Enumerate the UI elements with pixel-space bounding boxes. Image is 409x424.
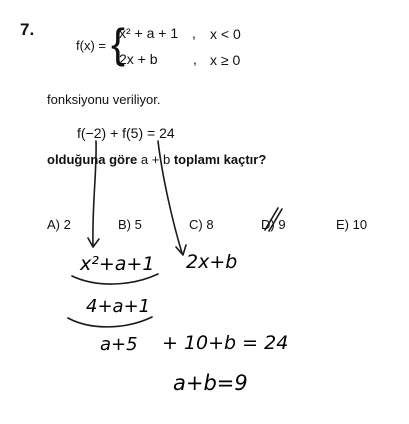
hw-answer: a+b=9 <box>173 371 248 395</box>
statement-text: fonksiyonu veriliyor. <box>47 92 161 107</box>
case2-expression: 2x + b <box>119 51 158 67</box>
hw-line3-right: + 10+b = 24 <box>162 332 289 354</box>
prompt-part-2: toplamı kaçtır? <box>173 152 267 167</box>
case2-separator: , <box>193 51 197 67</box>
option-c[interactable]: C) 8 <box>189 217 214 232</box>
case1-condition: x < 0 <box>210 26 241 42</box>
case1-expression: x² + a + 1 <box>119 25 179 41</box>
underline-1 <box>72 274 158 284</box>
case2-condition: x ≥ 0 <box>210 52 241 68</box>
prompt-part-1: olduğuna göre <box>47 152 138 167</box>
given-equation: f(−2) + f(5) = 24 <box>77 125 175 141</box>
hw-line1-right: 2x+b <box>186 251 238 273</box>
option-b[interactable]: B) 5 <box>118 217 142 232</box>
prompt-expression: a + b <box>140 152 171 167</box>
brace: { <box>111 20 126 67</box>
hw-line2: 4+a+1 <box>86 296 151 317</box>
arrow-left <box>93 141 96 245</box>
option-d[interactable]: D) 9 <box>261 217 286 232</box>
hw-line1-left: x²+a+1 <box>80 253 155 275</box>
function-label: f(x) = <box>76 38 106 53</box>
underline-2 <box>68 317 152 327</box>
option-e[interactable]: E) 10 <box>336 217 368 232</box>
hw-line3-left: a+5 <box>100 334 138 355</box>
arrow-right <box>158 141 182 253</box>
case1-separator: , <box>192 25 196 41</box>
option-a[interactable]: A) 2 <box>47 217 71 232</box>
question-number: 7. <box>20 20 35 39</box>
